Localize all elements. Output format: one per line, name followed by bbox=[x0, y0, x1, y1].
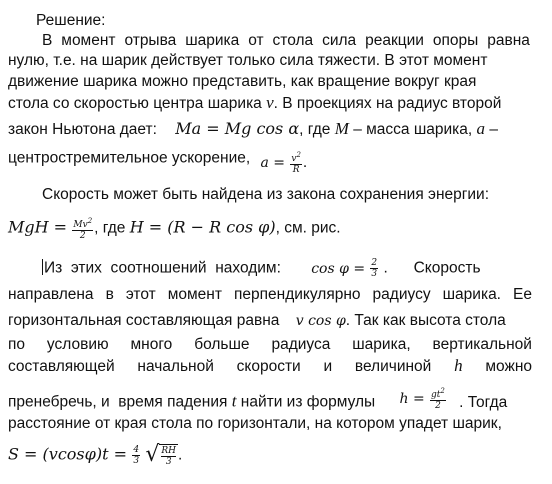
p3-line-5 bbox=[8, 357, 532, 376]
heading-text: Решение: bbox=[36, 12, 106, 29]
text: движение шарика можно представить, как вращение вокруг края bbox=[8, 73, 477, 90]
formula-acceleration bbox=[260, 151, 308, 175]
superscript: 2 bbox=[296, 151, 301, 159]
text-cursor bbox=[42, 259, 43, 275]
text: . bbox=[178, 446, 183, 464]
p1-line-4 bbox=[8, 94, 532, 113]
fraction-numerator bbox=[430, 386, 446, 401]
num-text: Mv bbox=[73, 220, 88, 230]
text: – bbox=[489, 121, 498, 138]
word: стола bbox=[272, 32, 314, 49]
word: вертикальной bbox=[432, 336, 532, 353]
word: перпендикулярно bbox=[234, 286, 361, 303]
p3-line-3 bbox=[8, 312, 532, 330]
p2-line-1 bbox=[42, 186, 552, 204]
word: условию bbox=[46, 336, 109, 353]
formula-cos bbox=[311, 260, 383, 277]
solution-heading bbox=[36, 12, 105, 30]
word: много bbox=[130, 336, 173, 353]
fraction-denominator: 2 bbox=[79, 231, 86, 241]
text: горизонтальная составляющая равна bbox=[8, 312, 280, 329]
p1-line-1 bbox=[42, 32, 530, 50]
text: . Так как высота стола bbox=[345, 312, 506, 329]
p3-line-8 bbox=[8, 444, 532, 467]
num-text: v bbox=[291, 154, 297, 164]
radical-sign: √ bbox=[145, 442, 160, 467]
text: расстояние от края стола по горизонтали, на котором упадет шарик, bbox=[8, 415, 502, 432]
symbol-v: v bbox=[266, 93, 274, 112]
symbol-M: M bbox=[334, 119, 349, 138]
word: радиусу bbox=[372, 286, 431, 303]
p3-line-4 bbox=[8, 336, 532, 354]
word: от bbox=[248, 32, 264, 49]
text: , где bbox=[299, 121, 331, 138]
radicand-numerator: RH bbox=[161, 446, 177, 456]
word: сила bbox=[322, 32, 357, 49]
formula-lhs: MgH = bbox=[8, 217, 68, 237]
word: шарика. bbox=[442, 286, 501, 303]
fraction bbox=[132, 445, 140, 466]
fraction bbox=[430, 386, 446, 411]
fraction-denominator: 3 bbox=[133, 456, 140, 466]
formula-lhs: a = bbox=[260, 154, 286, 171]
superscript: 2 bbox=[440, 387, 445, 395]
word: скорости bbox=[236, 358, 301, 375]
fraction-denominator: 3 bbox=[371, 269, 378, 279]
formula-fall-time bbox=[399, 387, 451, 411]
text: пренебречь, и время падения bbox=[8, 393, 228, 411]
fraction-numerator bbox=[72, 216, 93, 231]
radicand bbox=[159, 444, 178, 467]
text: нулю, т.е. на шарик действует только сила тяжести. В этот момент bbox=[8, 52, 488, 69]
text: найти из формулы bbox=[240, 393, 376, 411]
fraction-numerator bbox=[290, 150, 302, 165]
text: закон Ньютона дает: bbox=[8, 121, 157, 138]
word: опоры bbox=[432, 32, 479, 49]
symbol-t: t bbox=[231, 391, 237, 411]
text: центростремительное ускорение, bbox=[8, 149, 251, 167]
word: отрыва bbox=[124, 32, 177, 49]
word: в bbox=[105, 286, 114, 303]
fraction bbox=[72, 216, 93, 241]
word: составляющей bbox=[8, 358, 115, 375]
formula-vcos: v cos φ bbox=[295, 313, 346, 329]
formula-distance: S = (vcosφ)t = bbox=[8, 444, 127, 464]
word: радиуса bbox=[271, 336, 331, 353]
fraction bbox=[290, 150, 302, 175]
text: Скорость может быть найдена из закона сохранения энергии: bbox=[42, 186, 490, 203]
word: В bbox=[42, 32, 53, 49]
word: реакции bbox=[365, 32, 424, 49]
symbol-a: a bbox=[476, 119, 486, 138]
word: по bbox=[8, 336, 26, 353]
word: шарика bbox=[185, 32, 240, 49]
word: Ее bbox=[513, 286, 532, 303]
text: , где bbox=[94, 219, 126, 237]
superscript: 2 bbox=[87, 217, 93, 225]
equation-newton: Ma = Mg cos α bbox=[175, 119, 300, 138]
square-root bbox=[145, 444, 178, 467]
text: Из этих соотношений находим: bbox=[44, 259, 281, 277]
p3-line-7 bbox=[8, 415, 532, 433]
p1-line-2 bbox=[8, 52, 532, 70]
word: момент bbox=[61, 32, 116, 49]
text: . Тогда bbox=[459, 393, 508, 411]
text: , см. рис. bbox=[275, 219, 341, 237]
fraction-numerator: 2 bbox=[371, 258, 378, 268]
word: этот bbox=[125, 286, 156, 303]
formula-lhs: h = bbox=[399, 390, 425, 407]
word: момент bbox=[167, 286, 222, 303]
formula-lhs: cos φ = bbox=[311, 260, 366, 277]
p3-line-2 bbox=[8, 286, 532, 304]
radicand-denominator: 3 bbox=[165, 457, 172, 467]
fraction bbox=[370, 258, 378, 279]
text: стола со скоростью центра шарика bbox=[8, 95, 262, 112]
symbol-h: h bbox=[454, 356, 463, 375]
word: равна bbox=[487, 32, 530, 49]
text: – масса шарика, bbox=[353, 121, 473, 138]
text: . В проекциях на радиус второй bbox=[273, 95, 502, 112]
p1-line-3 bbox=[8, 73, 532, 91]
text: . bbox=[302, 153, 308, 171]
word: начальной bbox=[137, 358, 214, 375]
fraction-numerator: 4 bbox=[133, 445, 140, 455]
word: величиной bbox=[354, 358, 432, 375]
word: и bbox=[323, 358, 333, 375]
p3-line-6 bbox=[8, 387, 532, 415]
word: шарика, bbox=[352, 336, 411, 353]
word: направлена bbox=[8, 286, 94, 303]
p2-line-2 bbox=[8, 216, 532, 241]
fraction-denominator: 2 bbox=[435, 401, 441, 411]
fraction-denominator: R bbox=[292, 165, 300, 175]
p3-line-1 bbox=[42, 258, 532, 279]
num-text: gt bbox=[431, 390, 441, 400]
p1-line-6 bbox=[8, 146, 532, 175]
equation-height: H = (R − R cos φ) bbox=[129, 217, 276, 237]
text: . Скорость bbox=[383, 259, 481, 277]
word: больше bbox=[194, 336, 250, 353]
word: можно bbox=[485, 358, 532, 375]
p1-line-5 bbox=[8, 120, 532, 139]
